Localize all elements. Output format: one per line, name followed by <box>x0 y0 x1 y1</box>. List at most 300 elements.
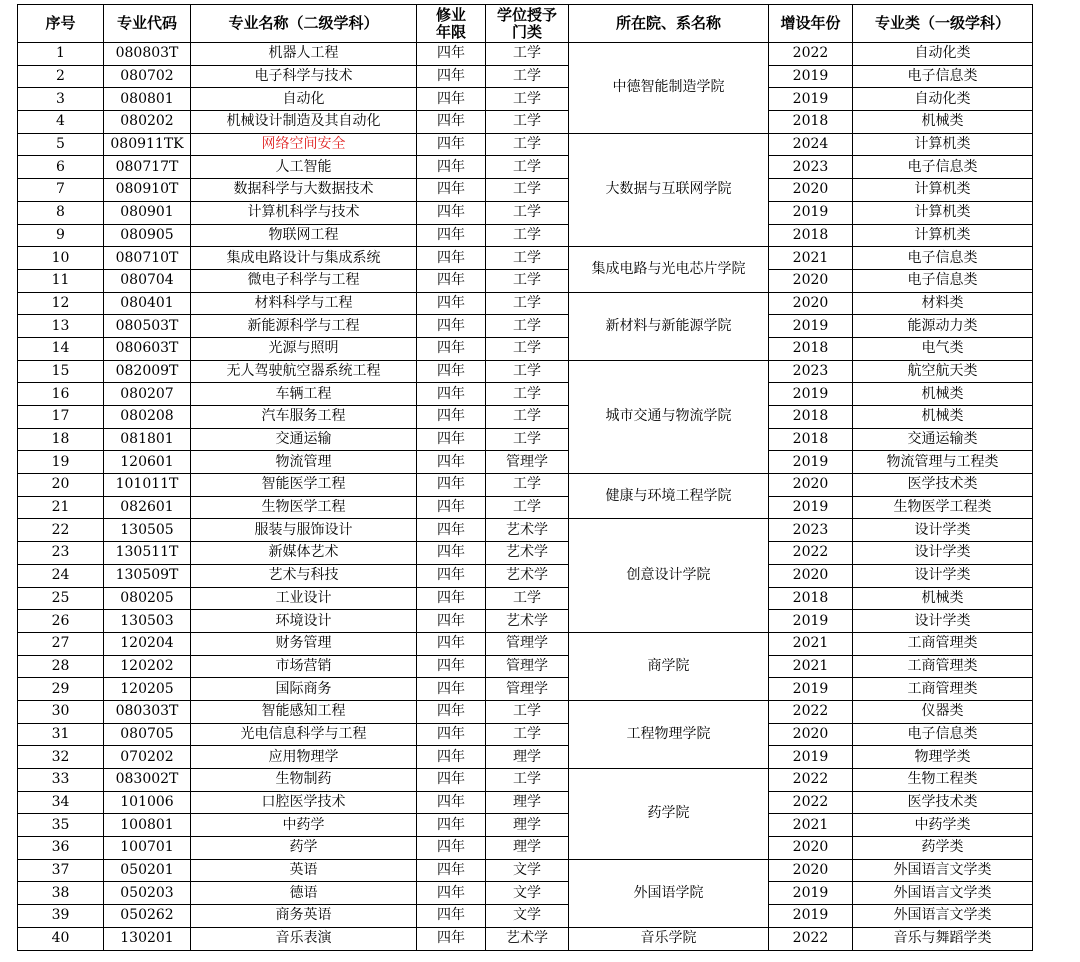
established-year-cell: 2020 <box>769 837 853 860</box>
major-code-cell: 120204 <box>104 632 191 655</box>
header-college: 所在院、系名称 <box>569 5 769 43</box>
major-name-cell: 中药学 <box>191 814 417 837</box>
table-row <box>18 337 1033 360</box>
degree-category-cell: 工学 <box>486 65 569 88</box>
row-number-cell: 9 <box>18 224 104 247</box>
study-years-cell: 四年 <box>417 292 486 315</box>
major-category-cell: 外国语言文学类 <box>853 882 1033 905</box>
established-year-cell: 2020 <box>769 564 853 587</box>
row-number-cell: 8 <box>18 201 104 224</box>
established-year-cell: 2023 <box>769 519 853 542</box>
major-category-cell: 物流管理与工程类 <box>853 451 1033 474</box>
major-code-cell: 050203 <box>104 882 191 905</box>
table-row <box>18 315 1033 338</box>
row-number-cell: 7 <box>18 179 104 202</box>
table-row <box>18 269 1033 292</box>
established-year-cell: 2022 <box>769 542 853 565</box>
established-year-cell: 2019 <box>769 905 853 928</box>
major-code-cell: 100701 <box>104 837 191 860</box>
header-no: 序号 <box>18 5 104 43</box>
table-row <box>18 496 1033 519</box>
major-category-cell: 工商管理类 <box>853 678 1033 701</box>
row-number-cell: 22 <box>18 519 104 542</box>
degree-category-cell: 艺术学 <box>486 927 569 950</box>
major-category-cell: 医学技术类 <box>853 474 1033 497</box>
study-years-cell: 四年 <box>417 360 486 383</box>
table-row <box>18 723 1033 746</box>
established-year-cell: 2018 <box>769 111 853 134</box>
table-row <box>18 451 1033 474</box>
table-row <box>18 406 1033 429</box>
major-code-cell: 080911TK <box>104 133 191 156</box>
established-year-cell: 2021 <box>769 632 853 655</box>
major-code-cell: 101011T <box>104 474 191 497</box>
major-category-cell: 自动化类 <box>853 43 1033 66</box>
row-number-cell: 36 <box>18 837 104 860</box>
row-number-cell: 25 <box>18 587 104 610</box>
major-code-cell: 080901 <box>104 201 191 224</box>
major-code-cell: 130509T <box>104 564 191 587</box>
major-code-cell: 080710T <box>104 247 191 270</box>
table-row <box>18 247 1033 270</box>
row-number-cell: 35 <box>18 814 104 837</box>
table-row <box>18 814 1033 837</box>
major-name-cell: 新能源科学与工程 <box>191 315 417 338</box>
study-years-cell: 四年 <box>417 201 486 224</box>
established-year-cell: 2018 <box>769 224 853 247</box>
study-years-cell: 四年 <box>417 315 486 338</box>
degree-category-cell: 管理学 <box>486 632 569 655</box>
study-years-cell: 四年 <box>417 769 486 792</box>
major-name-cell: 人工智能 <box>191 156 417 179</box>
major-name-cell: 艺术与科技 <box>191 564 417 587</box>
college-name-cell: 城市交通与物流学院 <box>569 360 769 473</box>
major-code-cell: 050201 <box>104 859 191 882</box>
established-year-cell: 2022 <box>769 43 853 66</box>
college-name-cell: 外国语学院 <box>569 859 769 927</box>
established-year-cell: 2020 <box>769 179 853 202</box>
table-row <box>18 655 1033 678</box>
major-category-cell: 设计学类 <box>853 519 1033 542</box>
college-name-cell: 集成电路与光电芯片学院 <box>569 247 769 292</box>
table-row <box>18 111 1033 134</box>
major-code-cell: 080803T <box>104 43 191 66</box>
major-code-cell: 101006 <box>104 791 191 814</box>
established-year-cell: 2022 <box>769 700 853 723</box>
row-number-cell: 3 <box>18 88 104 111</box>
degree-category-cell: 工学 <box>486 111 569 134</box>
college-name-cell: 药学院 <box>569 769 769 860</box>
degree-category-cell: 理学 <box>486 791 569 814</box>
major-category-cell: 能源动力类 <box>853 315 1033 338</box>
major-category-cell: 生物工程类 <box>853 769 1033 792</box>
major-category-cell: 工商管理类 <box>853 655 1033 678</box>
established-year-cell: 2022 <box>769 927 853 950</box>
degree-category-cell: 工学 <box>486 156 569 179</box>
table-row <box>18 837 1033 860</box>
major-category-cell: 机械类 <box>853 111 1033 134</box>
study-years-cell: 四年 <box>417 791 486 814</box>
college-name-cell: 商学院 <box>569 632 769 700</box>
study-years-cell: 四年 <box>417 905 486 928</box>
major-category-cell: 交通运输类 <box>853 428 1033 451</box>
row-number-cell: 11 <box>18 269 104 292</box>
header-code: 专业代码 <box>104 5 191 43</box>
college-name-cell: 大数据与互联网学院 <box>569 133 769 246</box>
major-category-cell: 电子信息类 <box>853 156 1033 179</box>
table-row <box>18 224 1033 247</box>
row-number-cell: 39 <box>18 905 104 928</box>
degree-category-cell: 工学 <box>486 700 569 723</box>
major-code-cell: 130511T <box>104 542 191 565</box>
established-year-cell: 2020 <box>769 859 853 882</box>
major-category-cell: 计算机类 <box>853 224 1033 247</box>
major-category-cell: 材料类 <box>853 292 1033 315</box>
table-row <box>18 43 1033 66</box>
major-category-cell: 生物医学工程类 <box>853 496 1033 519</box>
row-number-cell: 37 <box>18 859 104 882</box>
major-code-cell: 080603T <box>104 337 191 360</box>
table-row <box>18 428 1033 451</box>
major-category-cell: 药学类 <box>853 837 1033 860</box>
degree-category-cell: 管理学 <box>486 451 569 474</box>
study-years-cell: 四年 <box>417 814 486 837</box>
row-number-cell: 31 <box>18 723 104 746</box>
degree-category-cell: 文学 <box>486 882 569 905</box>
established-year-cell: 2018 <box>769 587 853 610</box>
major-code-cell: 080503T <box>104 315 191 338</box>
established-year-cell: 2019 <box>769 610 853 633</box>
college-name-cell: 健康与环境工程学院 <box>569 474 769 519</box>
major-code-cell: 080207 <box>104 383 191 406</box>
study-years-cell: 四年 <box>417 337 486 360</box>
major-name-cell: 智能感知工程 <box>191 700 417 723</box>
degree-category-cell: 工学 <box>486 43 569 66</box>
study-years-cell: 四年 <box>417 519 486 542</box>
major-code-cell: 080910T <box>104 179 191 202</box>
major-name-cell: 汽车服务工程 <box>191 406 417 429</box>
study-years-cell: 四年 <box>417 700 486 723</box>
degree-category-cell: 文学 <box>486 859 569 882</box>
major-name-cell: 药学 <box>191 837 417 860</box>
table-row <box>18 133 1033 156</box>
table-row <box>18 632 1033 655</box>
major-name-cell: 工业设计 <box>191 587 417 610</box>
established-year-cell: 2021 <box>769 814 853 837</box>
study-years-cell: 四年 <box>417 224 486 247</box>
major-code-cell: 130505 <box>104 519 191 542</box>
major-name-cell: 数据科学与大数据技术 <box>191 179 417 202</box>
table-body <box>18 43 1033 951</box>
study-years-cell: 四年 <box>417 882 486 905</box>
row-number-cell: 12 <box>18 292 104 315</box>
degree-category-cell: 工学 <box>486 723 569 746</box>
major-code-cell: 083002T <box>104 769 191 792</box>
established-year-cell: 2022 <box>769 791 853 814</box>
major-name-cell: 新媒体艺术 <box>191 542 417 565</box>
major-code-cell: 080717T <box>104 156 191 179</box>
table-row <box>18 859 1033 882</box>
major-name-cell: 车辆工程 <box>191 383 417 406</box>
study-years-cell: 四年 <box>417 837 486 860</box>
college-name-cell: 创意设计学院 <box>569 519 769 632</box>
study-years-cell: 四年 <box>417 156 486 179</box>
table-row <box>18 292 1033 315</box>
established-year-cell: 2020 <box>769 292 853 315</box>
row-number-cell: 28 <box>18 655 104 678</box>
major-category-cell: 外国语言文学类 <box>853 905 1033 928</box>
study-years-cell: 四年 <box>417 859 486 882</box>
degree-category-cell: 工学 <box>486 474 569 497</box>
major-code-cell: 130503 <box>104 610 191 633</box>
major-name-cell: 生物制药 <box>191 769 417 792</box>
degree-category-cell: 管理学 <box>486 655 569 678</box>
degree-category-cell: 工学 <box>486 315 569 338</box>
major-code-cell: 080704 <box>104 269 191 292</box>
degree-category-cell: 工学 <box>486 247 569 270</box>
table-row <box>18 678 1033 701</box>
major-code-cell: 130201 <box>104 927 191 950</box>
established-year-cell: 2019 <box>769 678 853 701</box>
established-year-cell: 2019 <box>769 88 853 111</box>
degree-category-cell: 工学 <box>486 360 569 383</box>
study-years-cell: 四年 <box>417 746 486 769</box>
table-row <box>18 564 1033 587</box>
established-year-cell: 2020 <box>769 723 853 746</box>
degree-category-cell: 工学 <box>486 428 569 451</box>
major-code-cell: 080905 <box>104 224 191 247</box>
study-years-cell: 四年 <box>417 43 486 66</box>
table-row <box>18 905 1033 928</box>
row-number-cell: 27 <box>18 632 104 655</box>
study-years-cell: 四年 <box>417 383 486 406</box>
row-number-cell: 5 <box>18 133 104 156</box>
degree-category-cell: 文学 <box>486 905 569 928</box>
table-header <box>18 5 1033 43</box>
row-number-cell: 6 <box>18 156 104 179</box>
major-category-cell: 仪器类 <box>853 700 1033 723</box>
major-name-cell: 交通运输 <box>191 428 417 451</box>
established-year-cell: 2020 <box>769 269 853 292</box>
major-category-cell: 工商管理类 <box>853 632 1033 655</box>
study-years-cell: 四年 <box>417 655 486 678</box>
row-number-cell: 40 <box>18 927 104 950</box>
row-number-cell: 34 <box>18 791 104 814</box>
major-name-cell: 机器人工程 <box>191 43 417 66</box>
major-category-cell: 电子信息类 <box>853 247 1033 270</box>
degree-category-cell: 管理学 <box>486 678 569 701</box>
degree-category-cell: 工学 <box>486 496 569 519</box>
study-years-cell: 四年 <box>417 88 486 111</box>
degree-category-cell: 工学 <box>486 224 569 247</box>
row-number-cell: 20 <box>18 474 104 497</box>
row-number-cell: 24 <box>18 564 104 587</box>
table-row <box>18 746 1033 769</box>
degree-category-cell: 艺术学 <box>486 542 569 565</box>
major-name-cell: 微电子科学与工程 <box>191 269 417 292</box>
study-years-cell: 四年 <box>417 610 486 633</box>
major-code-cell: 080705 <box>104 723 191 746</box>
table-row <box>18 882 1033 905</box>
major-name-cell: 口腔医学技术 <box>191 791 417 814</box>
row-number-cell: 38 <box>18 882 104 905</box>
study-years-cell: 四年 <box>417 632 486 655</box>
row-number-cell: 21 <box>18 496 104 519</box>
major-name-cell: 德语 <box>191 882 417 905</box>
major-name-cell: 物流管理 <box>191 451 417 474</box>
table-row <box>18 791 1033 814</box>
college-name-cell: 中德智能制造学院 <box>569 43 769 134</box>
row-number-cell: 13 <box>18 315 104 338</box>
major-code-cell: 080801 <box>104 88 191 111</box>
header-degree: 学位授予门类 <box>486 5 569 43</box>
major-name-cell: 商务英语 <box>191 905 417 928</box>
table-row <box>18 383 1033 406</box>
major-name-cell: 机械设计制造及其自动化 <box>191 111 417 134</box>
header-row <box>18 5 1033 43</box>
established-year-cell: 2024 <box>769 133 853 156</box>
major-name-cell: 音乐表演 <box>191 927 417 950</box>
study-years-cell: 四年 <box>417 451 486 474</box>
row-number-cell: 19 <box>18 451 104 474</box>
degree-category-cell: 工学 <box>486 292 569 315</box>
table-row <box>18 156 1033 179</box>
row-number-cell: 30 <box>18 700 104 723</box>
study-years-cell: 四年 <box>417 269 486 292</box>
row-number-cell: 4 <box>18 111 104 134</box>
major-name-cell: 市场营销 <box>191 655 417 678</box>
major-name-cell: 物联网工程 <box>191 224 417 247</box>
major-code-cell: 080208 <box>104 406 191 429</box>
degree-category-cell: 工学 <box>486 406 569 429</box>
major-category-cell: 计算机类 <box>853 201 1033 224</box>
major-code-cell: 082009T <box>104 360 191 383</box>
row-number-cell: 32 <box>18 746 104 769</box>
major-name-cell: 光源与照明 <box>191 337 417 360</box>
established-year-cell: 2019 <box>769 746 853 769</box>
major-code-cell: 080202 <box>104 111 191 134</box>
study-years-cell: 四年 <box>417 927 486 950</box>
established-year-cell: 2018 <box>769 428 853 451</box>
major-name-cell: 自动化 <box>191 88 417 111</box>
major-category-cell: 电子信息类 <box>853 65 1033 88</box>
major-category-cell: 中药学类 <box>853 814 1033 837</box>
major-category-cell: 设计学类 <box>853 564 1033 587</box>
table-row <box>18 610 1033 633</box>
row-number-cell: 23 <box>18 542 104 565</box>
major-name-cell: 财务管理 <box>191 632 417 655</box>
study-years-cell: 四年 <box>417 65 486 88</box>
major-name-cell: 材料科学与工程 <box>191 292 417 315</box>
established-year-cell: 2023 <box>769 156 853 179</box>
established-year-cell: 2021 <box>769 247 853 270</box>
degree-category-cell: 艺术学 <box>486 519 569 542</box>
established-year-cell: 2019 <box>769 315 853 338</box>
established-year-cell: 2018 <box>769 406 853 429</box>
degree-category-cell: 艺术学 <box>486 564 569 587</box>
major-category-cell: 机械类 <box>853 406 1033 429</box>
study-years-cell: 四年 <box>417 406 486 429</box>
table-row <box>18 360 1033 383</box>
major-code-cell: 100801 <box>104 814 191 837</box>
table-row <box>18 769 1033 792</box>
row-number-cell: 2 <box>18 65 104 88</box>
degree-category-cell: 工学 <box>486 201 569 224</box>
header-years: 修业年限 <box>417 5 486 43</box>
major-name-cell: 无人驾驶航空器系统工程 <box>191 360 417 383</box>
established-year-cell: 2019 <box>769 882 853 905</box>
header-name: 专业名称（二级学科） <box>191 5 417 43</box>
major-category-cell: 电子信息类 <box>853 269 1033 292</box>
major-name-cell: 环境设计 <box>191 610 417 633</box>
row-number-cell: 15 <box>18 360 104 383</box>
established-year-cell: 2019 <box>769 65 853 88</box>
study-years-cell: 四年 <box>417 678 486 701</box>
major-category-cell: 自动化类 <box>853 88 1033 111</box>
study-years-cell: 四年 <box>417 496 486 519</box>
major-category-cell: 电子信息类 <box>853 723 1033 746</box>
major-category-cell: 机械类 <box>853 383 1033 406</box>
established-year-cell: 2020 <box>769 474 853 497</box>
study-years-cell: 四年 <box>417 247 486 270</box>
major-code-cell: 120205 <box>104 678 191 701</box>
major-name-cell: 应用物理学 <box>191 746 417 769</box>
established-year-cell: 2019 <box>769 383 853 406</box>
degree-category-cell: 工学 <box>486 769 569 792</box>
row-number-cell: 18 <box>18 428 104 451</box>
row-number-cell: 1 <box>18 43 104 66</box>
major-name-cell: 电子科学与技术 <box>191 65 417 88</box>
row-number-cell: 14 <box>18 337 104 360</box>
row-number-cell: 33 <box>18 769 104 792</box>
college-name-cell: 工程物理学院 <box>569 700 769 768</box>
major-code-cell: 081801 <box>104 428 191 451</box>
major-category-cell: 机械类 <box>853 587 1033 610</box>
study-years-cell: 四年 <box>417 179 486 202</box>
major-category-cell: 电气类 <box>853 337 1033 360</box>
major-name-cell: 服装与服饰设计 <box>191 519 417 542</box>
major-code-cell: 080205 <box>104 587 191 610</box>
major-code-cell: 080401 <box>104 292 191 315</box>
major-code-cell: 120202 <box>104 655 191 678</box>
degree-category-cell: 工学 <box>486 383 569 406</box>
major-code-cell: 070202 <box>104 746 191 769</box>
degree-category-cell: 艺术学 <box>486 610 569 633</box>
header-year: 增设年份 <box>769 5 853 43</box>
major-category-cell: 计算机类 <box>853 179 1033 202</box>
degree-category-cell: 理学 <box>486 814 569 837</box>
major-category-cell: 音乐与舞蹈学类 <box>853 927 1033 950</box>
study-years-cell: 四年 <box>417 133 486 156</box>
degree-category-cell: 工学 <box>486 587 569 610</box>
table-row <box>18 201 1033 224</box>
established-year-cell: 2018 <box>769 337 853 360</box>
row-number-cell: 17 <box>18 406 104 429</box>
established-year-cell: 2021 <box>769 655 853 678</box>
major-name-cell: 光电信息科学与工程 <box>191 723 417 746</box>
major-code-cell: 080702 <box>104 65 191 88</box>
table-row <box>18 65 1033 88</box>
table-row <box>18 542 1033 565</box>
degree-category-cell: 工学 <box>486 88 569 111</box>
table-row <box>18 179 1033 202</box>
table-row <box>18 700 1033 723</box>
major-code-cell: 082601 <box>104 496 191 519</box>
study-years-cell: 四年 <box>417 428 486 451</box>
degree-category-cell: 理学 <box>486 746 569 769</box>
established-year-cell: 2022 <box>769 769 853 792</box>
major-category-cell: 航空航天类 <box>853 360 1033 383</box>
